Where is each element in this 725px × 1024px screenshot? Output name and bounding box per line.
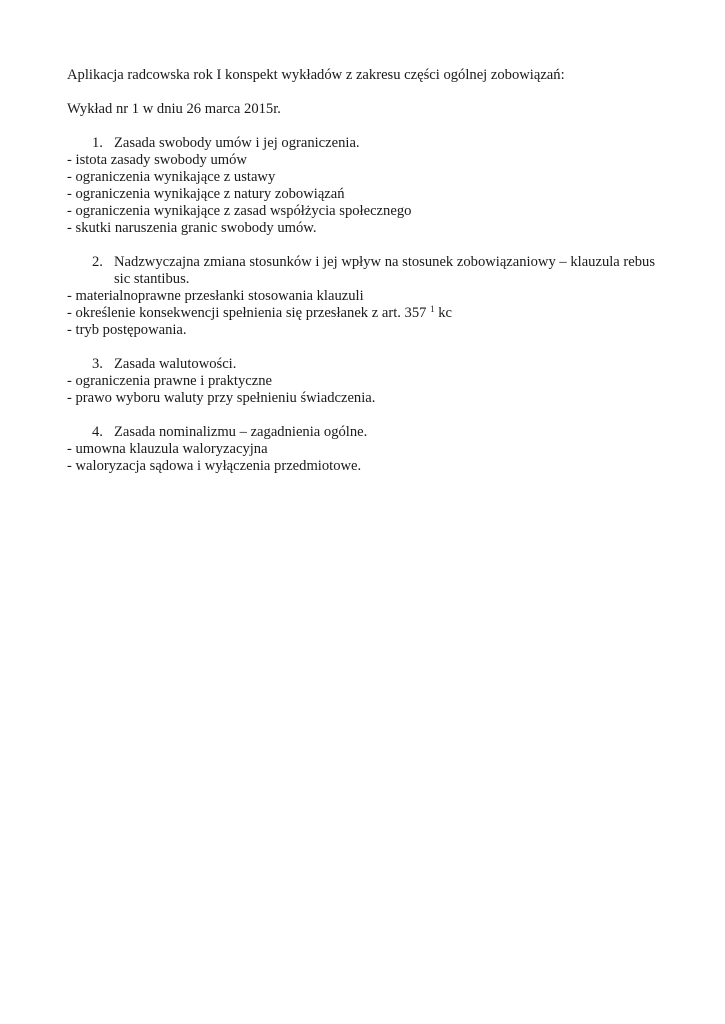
section-3-number: 3.: [92, 356, 103, 372]
list-item: - ograniczenia wynikające z ustawy: [67, 169, 276, 185]
list-item: - prawo wyboru waluty przy spełnieniu świadczenia.: [67, 390, 376, 406]
section-3-title: Zasada walutowości.: [114, 356, 237, 372]
section-4-number: 4.: [92, 424, 103, 440]
section-1-title: Zasada swobody umów i jej ograniczenia.: [114, 135, 360, 151]
list-item-text: - określenie konsekwencji spełnienia się przesłanek z art. 357: [67, 305, 427, 321]
section-1-number: 1.: [92, 135, 103, 151]
list-item-text-end: kc: [434, 305, 453, 321]
list-item: - ograniczenia wynikające z zasad współżycia społecznego: [67, 203, 412, 219]
list-item: - materialnoprawne przesłanki stosowania klauzuli: [67, 288, 364, 304]
list-item: - istota zasady swobody umów: [67, 152, 247, 168]
section-2-number: 2.: [92, 254, 103, 270]
list-item-with-superscript: [67, 305, 452, 322]
section-2-title: Nadzwyczajna zmiana stosunków i jej wpływ na stosunek zobowiązaniowy – klauzula rebus: [114, 254, 656, 270]
list-item: - tryb postępowania.: [67, 322, 187, 338]
article-superscript: 1: [430, 304, 435, 314]
section-4-title: Zasada nominalizmu – zagadnienia ogólne.: [114, 424, 368, 440]
document-heading: Aplikacja radcowska rok I konspekt wykładów z zakresu części ogólnej zobowiązań:: [67, 67, 565, 83]
lecture-date-line: Wykład nr 1 w dniu 26 marca 2015r.: [67, 101, 281, 117]
list-item: - skutki naruszenia granic swobody umów.: [67, 220, 317, 236]
list-item: - ograniczenia prawne i praktyczne: [67, 373, 273, 389]
list-item: - waloryzacja sądowa i wyłączenia przedmiotowe.: [67, 458, 362, 474]
list-item: - ograniczenia wynikające z natury zobowiązań: [67, 186, 345, 202]
list-item: - umowna klauzula waloryzacyjna: [67, 441, 268, 457]
section-2-title-continued: sic stantibus.: [114, 271, 190, 287]
